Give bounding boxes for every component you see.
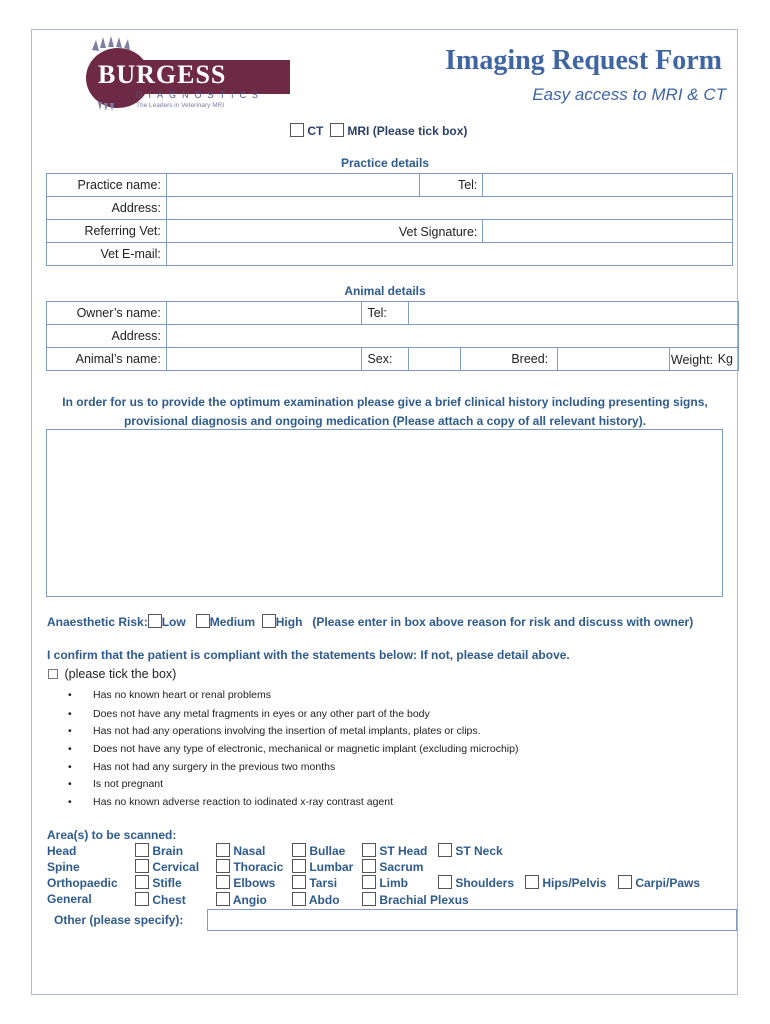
scan-row-label: Orthopaedic bbox=[47, 876, 118, 890]
risk-low-checkbox[interactable] bbox=[148, 614, 162, 628]
modality-row bbox=[290, 123, 467, 138]
scan-option[interactable]: Lumbar bbox=[292, 859, 353, 874]
scan-option[interactable]: Sacrum bbox=[362, 859, 423, 874]
scan-option[interactable]: Bullae bbox=[292, 843, 345, 858]
practice-heading: Practice details bbox=[340, 156, 430, 170]
referring-vet-label: Referring Vet: bbox=[47, 220, 167, 243]
other-label: Other (please specify): bbox=[54, 913, 184, 927]
breed-field[interactable] bbox=[558, 348, 714, 371]
risk-high-checkbox[interactable] bbox=[262, 614, 276, 628]
scan-option[interactable]: Thoracic bbox=[216, 859, 283, 874]
scan-heading: Area(s) to be scanned: bbox=[47, 828, 177, 842]
logo-tagline: The Leaders in Veterinary MRI bbox=[136, 102, 225, 109]
vet-email-field[interactable] bbox=[166, 243, 732, 266]
practice-name-label: Practice name: bbox=[47, 174, 167, 197]
vet-signature-label: Vet Signature: bbox=[398, 225, 478, 239]
risk-high-label: High bbox=[275, 615, 303, 629]
history-line-2: provisional diagnosis and ongoing medication (Please attach a copy of all relevant history). bbox=[123, 414, 647, 428]
ct-label: CT bbox=[307, 124, 324, 138]
scan-option[interactable]: Tarsi bbox=[292, 875, 337, 890]
risk-low-label: Low bbox=[161, 615, 186, 629]
sex-field[interactable] bbox=[409, 348, 461, 371]
scan-option[interactable]: Shoulders bbox=[438, 875, 514, 890]
risk-medium-checkbox[interactable] bbox=[196, 614, 210, 628]
practice-table bbox=[46, 173, 733, 266]
burgess-logo bbox=[84, 36, 294, 116]
scan-option[interactable]: ST Head bbox=[362, 843, 427, 858]
ct-checkbox[interactable] bbox=[290, 123, 304, 137]
other-field[interactable] bbox=[207, 909, 737, 931]
scan-row-label: Head bbox=[47, 844, 77, 858]
scan-option[interactable]: Limb bbox=[362, 875, 408, 890]
scan-option[interactable]: Brachial Plexus bbox=[362, 892, 469, 907]
clinical-history-textarea[interactable] bbox=[46, 429, 723, 597]
practice-name-field[interactable] bbox=[166, 174, 420, 197]
risk-label: Anaesthetic Risk: bbox=[47, 615, 148, 629]
confirm-checkbox[interactable] bbox=[48, 669, 58, 679]
breed-label: Breed: bbox=[461, 348, 558, 371]
list-item: • Does not have any metal fragments in eyes or any other part of the body bbox=[68, 708, 430, 720]
vet-email-label: Vet E-mail: bbox=[47, 243, 167, 266]
mri-checkbox[interactable] bbox=[330, 123, 344, 137]
page-subtitle: Easy access to MRI & CT bbox=[532, 85, 726, 104]
sex-label: Sex: bbox=[362, 348, 409, 371]
owner-tel-label: Tel: bbox=[362, 302, 409, 325]
history-line-1: In order for us to provide the optimum examination please give a brief clinical history including presenting signs, bbox=[62, 395, 708, 409]
practice-address-field[interactable] bbox=[166, 197, 732, 220]
scan-option[interactable]: Chest bbox=[135, 892, 186, 907]
kg-label: Kg bbox=[717, 352, 733, 366]
owner-name-label: Owner’s name: bbox=[47, 302, 167, 325]
owner-tel-field[interactable] bbox=[409, 302, 739, 325]
scan-option[interactable]: Brain bbox=[135, 843, 183, 858]
weight-label: Weight: bbox=[670, 353, 714, 367]
scan-option[interactable]: Stifle bbox=[135, 875, 182, 890]
practice-address-label: Address: bbox=[47, 197, 167, 220]
scan-row-label: General bbox=[47, 892, 92, 906]
scan-option[interactable]: Abdo bbox=[292, 892, 340, 907]
referring-vet-field[interactable] bbox=[166, 220, 483, 243]
logo-name: BURGESS bbox=[98, 60, 227, 89]
list-item: • Has no known adverse reaction to iodinated x-ray contrast agent bbox=[68, 796, 394, 808]
owner-address-label: Address: bbox=[47, 325, 167, 348]
anaesthetic-risk-row bbox=[47, 614, 693, 629]
list-item: • Has not had any operations involving the insertion of metal implants, plates or clips. bbox=[68, 725, 481, 737]
list-item: • Does not have any type of electronic, mechanical or magnetic implant (excluding microchip) bbox=[68, 743, 519, 755]
scan-row-label: Spine bbox=[47, 860, 80, 874]
confirm-tick-label: (please tick the box) bbox=[64, 667, 177, 681]
list-item: • Has no known heart or renal problems bbox=[68, 689, 272, 701]
modality-note: (Please tick box) bbox=[372, 124, 468, 138]
animal-name-field[interactable] bbox=[166, 348, 362, 371]
confirm-statement: I confirm that the patient is compliant with the statements below: If not, please detail above. bbox=[47, 648, 570, 662]
scan-option[interactable]: Nasal bbox=[216, 843, 265, 858]
mri-label: MRI bbox=[347, 124, 370, 138]
animal-heading: Animal details bbox=[344, 284, 426, 298]
risk-note: (Please enter in box above reason for risk and discuss with owner) bbox=[312, 615, 694, 629]
scan-option[interactable]: Elbows bbox=[216, 875, 275, 890]
practice-tel-field[interactable] bbox=[483, 174, 733, 197]
owner-address-field[interactable] bbox=[166, 325, 738, 348]
page-title: Imaging Request Form bbox=[445, 45, 722, 76]
scan-option[interactable]: Hips/Pelvis bbox=[525, 875, 606, 890]
scan-option[interactable]: ST Neck bbox=[438, 843, 503, 858]
scan-option[interactable]: Cervical bbox=[135, 859, 199, 874]
scan-option[interactable]: Carpi/Paws bbox=[618, 875, 700, 890]
list-item: • Is not pregnant bbox=[68, 778, 164, 790]
scan-option[interactable]: Angio bbox=[216, 892, 267, 907]
vet-signature-field[interactable] bbox=[483, 220, 733, 243]
owner-name-field[interactable] bbox=[166, 302, 362, 325]
logo-sub: DIAGNOSTICS bbox=[136, 90, 265, 100]
practice-tel-label: Tel: bbox=[420, 174, 483, 197]
confirm-tick-row bbox=[48, 667, 176, 681]
animal-table bbox=[46, 301, 739, 371]
animal-name-label: Animal’s name: bbox=[47, 348, 167, 371]
risk-medium-label: Medium bbox=[209, 615, 256, 629]
list-item: • Has not had any surgery in the previous two months bbox=[68, 761, 336, 773]
